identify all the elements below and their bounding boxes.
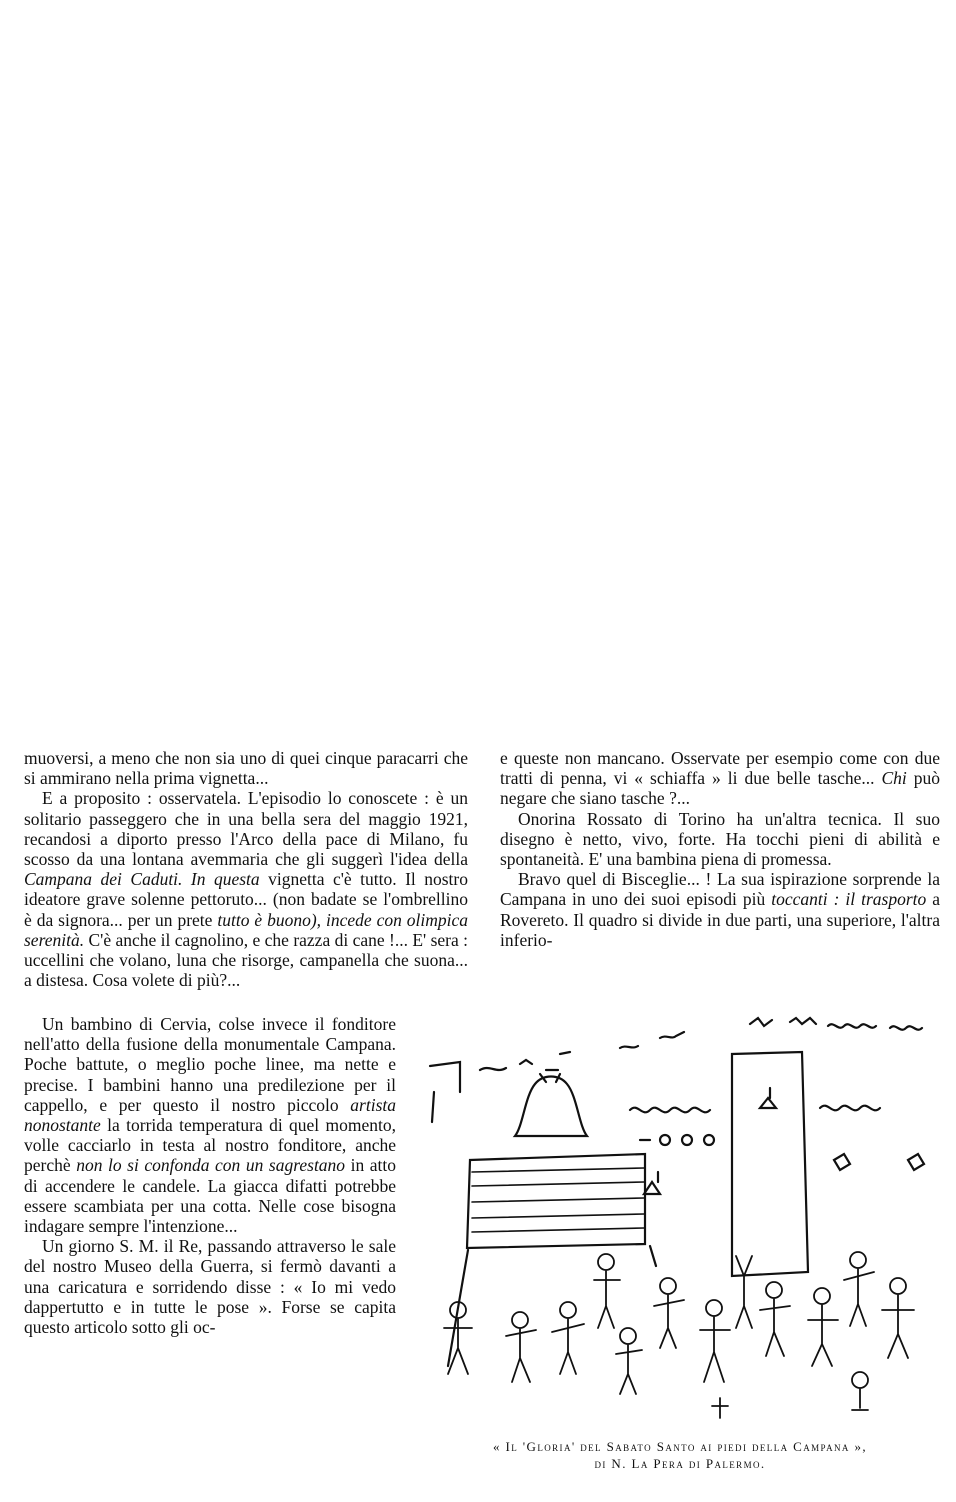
- paragraph: e queste non mancano. Osservate per esempio come con due tratti di penna, vi « schiaffa » li due belle tasche... Chi può negare che siano tasche ?...: [500, 748, 940, 809]
- left-column-top: [24, 748, 468, 990]
- child-drawing-illustration: [420, 1010, 950, 1432]
- paragraph: Onorina Rossato di Torino ha un'altra tecnica. Il suo disegno è netto, vivo, forte. Ha tocchi pieni di abilità e spontaneità. E' una bambina piena di promessa.: [500, 808, 940, 870]
- bell: [515, 1077, 587, 1137]
- small-figure: [644, 1172, 660, 1194]
- caption-line-1: « Il 'Gloria' del Sabato Santo ai piedi della Campana »,: [492, 1439, 867, 1454]
- caption-line-2: di N. La Pera di Palermo.: [594, 1456, 766, 1471]
- crowd: [444, 1252, 914, 1418]
- drawing-svg: [420, 1010, 950, 1432]
- birds-top: [750, 1018, 922, 1030]
- tower-figure: [760, 1088, 776, 1108]
- paragraph: E a proposito : osservatela. L'episodio lo conoscete : è un solitario passeggero che in una bella sera del maggio 1921, recandosi a diporto presso l'Arco della pace di Milano, fu scosso da una lontana avemmaria che gli suggerì l'idea della Campana dei Caduti. In questa vignetta c'è tutto. Il nostro ideatore grave solenne pettoruto... (non badate se l'ombrellino è da signora... per un prete tutto è buono), incede con olimpica serenità. C'è anche il cagnolino, e che razza di cane !... E' sera : uccellini che volano, luna che risorge, campanella che suona... a distesa. Cosa volete di più?...: [24, 788, 469, 991]
- paragraph: Bravo quel di Bisceglie... ! La sua ispirazione sorprende la Campana in uno dei suoi episodi più toccanti : il trasporto a Rovereto. Il quadro si divide in due parti, una superiore, l'altra inferio-: [500, 869, 941, 950]
- tower: [732, 1052, 808, 1276]
- paragraph: Un giorno S. M. il Re, passando attraverso le sale del nostro Museo della Guerra, si fermò davanti a una caricatura e sorridendo disse : « Io mi vedo dappertutto e in tutte le pose ». Forse se capita questo articolo sotto gli oc-: [24, 1236, 396, 1338]
- figure-caption: [420, 1438, 940, 1472]
- pole: [430, 1062, 460, 1122]
- platform-legs: [448, 1246, 656, 1366]
- left-column-bottom: [24, 1014, 396, 1337]
- platform-stripes: [472, 1168, 644, 1232]
- wave-row-2: [820, 1106, 880, 1111]
- paragraph: Un bambino di Cervia, colse invece il fonditore nell'atto della fusione della monumentale Campana. Poche battute, o meglio poche linee, ma nette e precise. I bambini hanno una predilezione per il cappello, e per questo il nostro piccolo artista nonostante la torrida temperatura di quel momento, volle cacciarlo in testa al nostro fonditore, anche perchè non lo si confonda con un sagrestano in atto di accendere le candele. La giacca difatti potrebbe essere scambiata per una cotta. Nelle cose bisogna indagare sempre l'intenzione...: [24, 1014, 397, 1237]
- right-column: [500, 748, 940, 950]
- birds-left: [480, 1032, 684, 1070]
- ornament-row: [640, 1135, 714, 1145]
- right-marks: [834, 1154, 924, 1170]
- paragraph: muoversi, a meno che non sia uno di quei cinque paracarri che si ammirano nella prima vignetta...: [24, 748, 468, 789]
- wave-row-1: [630, 1108, 710, 1113]
